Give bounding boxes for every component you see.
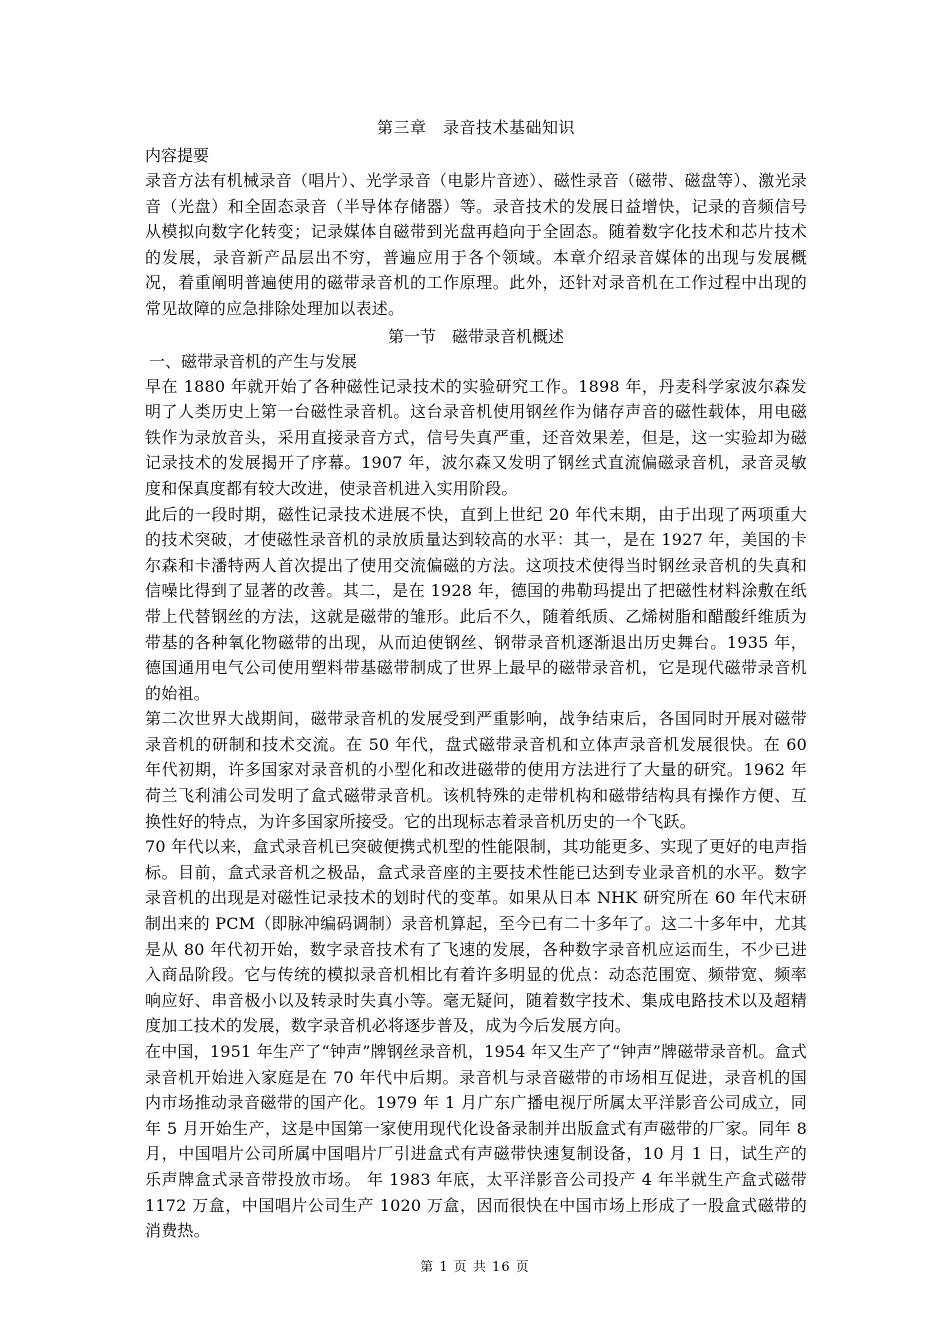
chapter-title: 第三章 录音技术基础知识: [376, 118, 575, 137]
body-paragraph-3: 第二次世界大战期间，磁带录音机的发展受到严重影响，战争结束后，各国同时开展对磁带录音机的研制和技术交流。在 50 年代，盘式磁带录音机和立体声录音机发展很快。在 60 年代初期，许多国家对录音机的小型化和改进磁带的使用方法进行了大量的研究。1962 年荷兰飞利浦公司发明了盒式磁带录音机。该机特殊的走带机构和磁带结构具有操作方便、互换性好的特点，为许多国家所接受。它的出现标志着录音机历史的一个飞跃。: [145, 709, 807, 831]
page-footer: 第 1 页 共 16 页: [420, 1260, 530, 1275]
body-paragraph-4: 70 年代以来，盒式录音机已突破便携式机型的性能限制，其功能更多、实现了更好的电声指标。目前，盒式录音机之极品，盒式录音座的主要技术性能已达到专业录音机的水平。数字录音机的出现是对磁性记录技术的划时代的变革。如果从日本 NHK 研究所在 60 年代末研制出来的 PCM（即脉冲编码调制）录音机算起，至今已有二十多年了。这二十多年中，尤其是从 80 年代初开始，数字录音技术有了飞速的发展，各种数字录音机应运而生，不少已进入商品阶段。它与传统的模拟录音机相比有着许多明显的优点：动态范围宽、频带宽、频率响应好、串音极小以及转录时失真小等。毫无疑问，随着数字技术、集成电路技术以及超精度加工技术的发展，数字录音机必将逐步普及，成为今后发展方向。: [145, 837, 807, 1036]
document-page: [145, 116, 807, 1244]
summary-label: 内容提要: [145, 146, 210, 165]
section-title: 第一节 磁带录音机概述: [387, 326, 564, 346]
body-paragraph-5: 在中国，1951 年生产了“钟声”牌钢丝录音机，1954 年又生产了“钟声”牌磁带录音机。盒式录音机开始进入家庭是在 70 年代中后期。录音机与录音磁带的市场相互促进，录音机的国内市场推动录音磁带的国产化。1979 年 1 月广东广播电视厅所属太平洋影音公司成立，同年 5 月开始生产，这是中国第一家使用现代化设备录制并出版盒式有声磁带的厂家。同年 8 月，中国唱片公司所属中国唱片厂引进盒式有声磁带快速复制设备，10 月 1 日，试生产的乐声牌盒式录音带投放市场。 年 1983 年底，太平洋影音公司投产 4 年半就生产盒式磁带 1172 万盒，中国唱片公司生产 1020 万盒，因而很快在中国市场上形成了一股盒式磁带的消费热。: [145, 1042, 807, 1241]
summary-paragraph: 录音方法有机械录音（唱片）、光学录音（电影片音迹）、磁性录音（磁带、磁盘等）、激光录音（光盘）和全固态录音（半导体存储器）等。录音技术的发展日益增快，记录的音频信号从模拟向数字化转变；记录媒体自磁带到光盘再趋向于全固态。随着数字化技术和芯片技术的发展，录音新产品层出不穷，普遍应用于各个领域。本章介绍录音媒体的出现与发展概况，着重阐明普遍使用的磁带录音机的工作原理。此外，还针对录音机在工作过程中出现的常见故障的应急排除处理加以表述。: [145, 171, 807, 318]
subsection-title: 一、磁带录音机的产生与发展: [149, 351, 358, 371]
body-paragraph-1: 早在 1880 年就开始了各种磁性记录技术的实验研究工作。1898 年，丹麦科学家波尔森发明了人类历史上第一台磁性录音机。这台录音机使用钢丝作为储存声音的磁性载体，用电磁铁作为录放音头，采用直接录音方式，信号失真严重，还音效果差，但是，这一实验却为磁记录技术的发展揭开了序幕。1907 年，波尔森又发明了钢丝式直流偏磁录音机，录音灵敏度和保真度都有较大改进，使录音机进入实用阶段。: [145, 376, 807, 498]
body-paragraph-2: 此后的一段时期，磁性记录技术进展不快，直到上世纪 20 年代末期，由于出现了两项重大的技术突破，才使磁性录音机的录放质量达到较高的水平：其一，是在 1927 年，美国的卡尔森和卡潘特两人首次提出了使用交流偏磁的方法。这项技术使得当时钢丝录音机的失真和信噪比得到了显著的改善。其二，是在 1928 年，德国的弗勒玛提出了把磁性材料涂敷在纸带上代替钢丝的方法，这就是磁带的雏形。此后不久，随着纸质、乙烯树脂和醋酸纤维质为带基的各种氧化物磁带的出现，从而迫使钢丝、钢带录音机逐渐退出历史舞台。1935 年，德国通用电气公司使用塑料带基磁带制成了世界上最早的磁带录音机，它是现代磁带录音机的始祖。: [145, 504, 807, 703]
